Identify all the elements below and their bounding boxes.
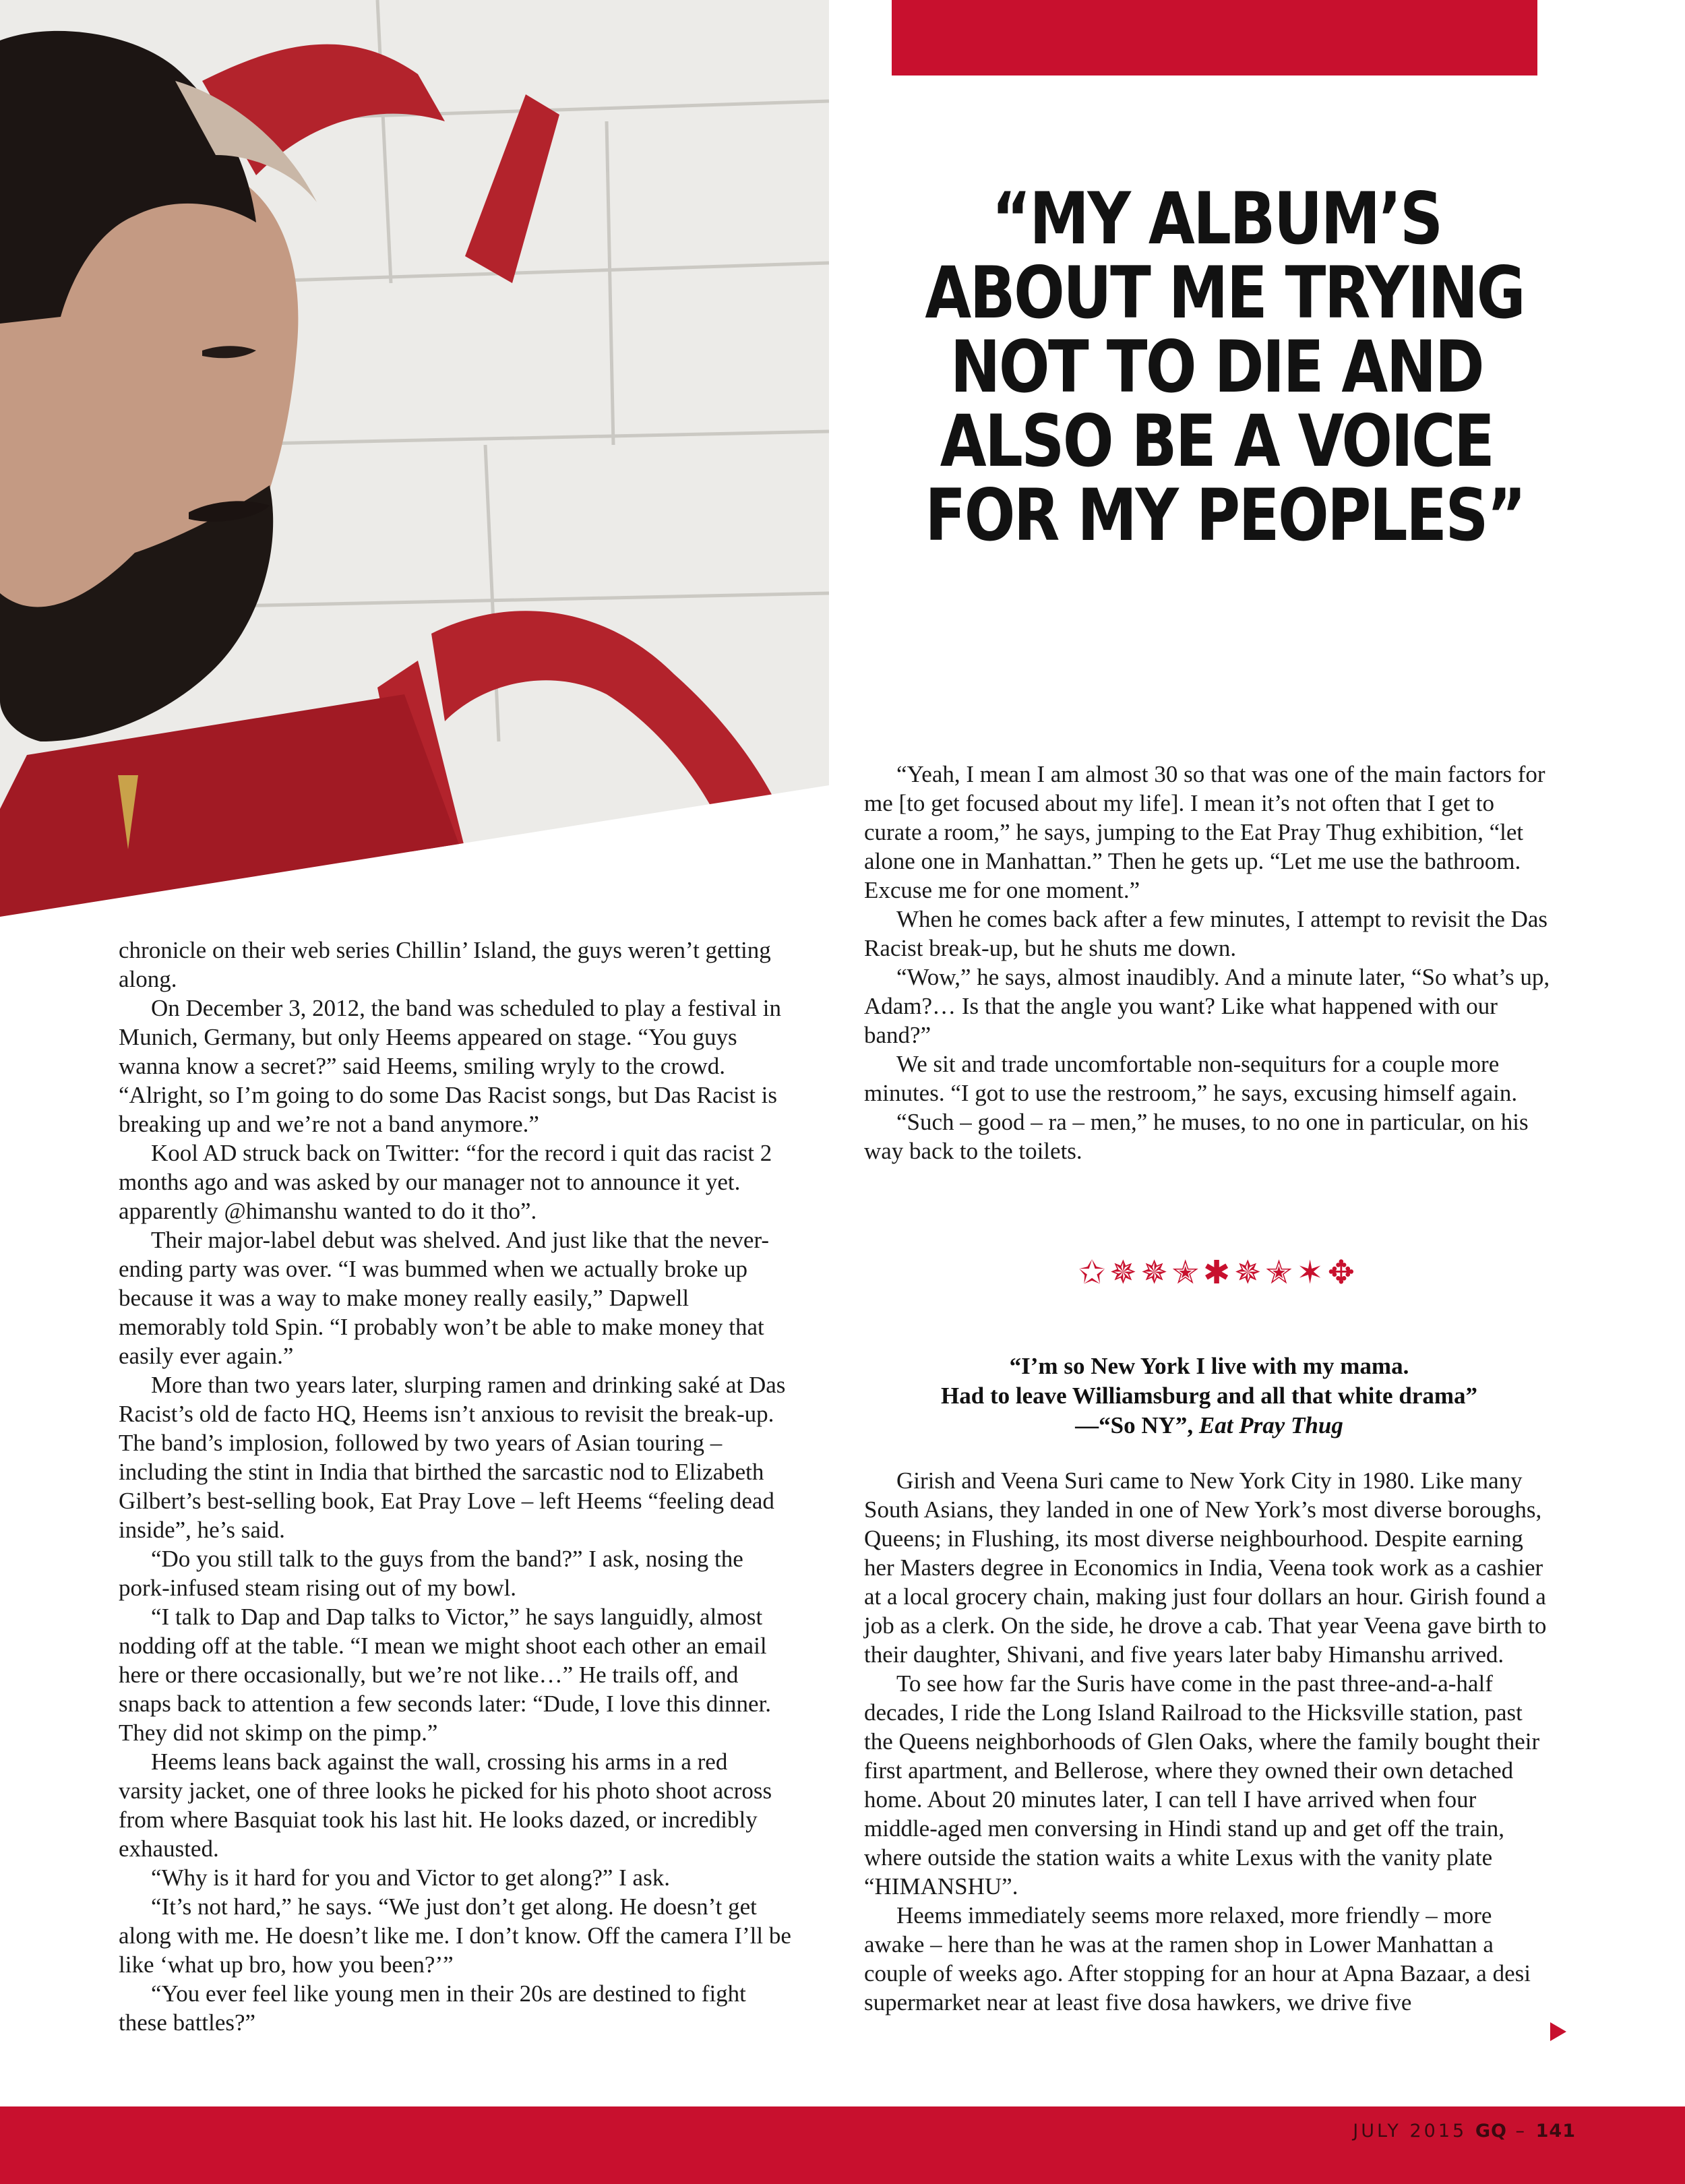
lyric-quote [864,1352,1554,1440]
pull-quote [925,177,1525,557]
article-column-left [119,936,793,2037]
top-accent-bar [892,0,1537,75]
paragraph: Girish and Veena Suri came to New York City in 1980. Like many South Asians, they landed in one of New York’s most diverse boroughs, Queens; in Flushing, its most diverse neighbourhood. Despite earning her Masters degree in Economics in India, Veena took work as a cashier at a local grocery chain, making just four dollars an hour. Girish found a job as a clerk. On the side, he drove a cab. That year Veena gave birth to their daughter, Shivani, and five years later baby Himanshu arrived. [864,1467,1547,1668]
star-icon: ✥ [1327,1254,1355,1292]
star-icon: ✩ [1078,1254,1106,1292]
paragraph: We sit and trade uncomfortable non-sequiturs for a couple more minutes. “I got to use the restroom,” he says, excusing himself again. [864,1051,1518,1106]
page-number: 141 [1535,2121,1576,2142]
star-icon: ✶ [1296,1254,1324,1292]
paragraph: “Wow,” he says, almost inaudibly. And a minute later, “So what’s up, Adam?… Is that the angle you want? Like what happened with our band?” [864,964,1550,1048]
paragraph: Heems leans back against the wall, crossing his arms in a red varsity jacket, one of three looks he picked for his photo shoot across from where Basquiat took his last hit. He looks dazed, or incredibly exhausted. [119,1749,772,1862]
paragraph: “I talk to Dap and Dap talks to Victor,” he says languidly, almost nodding off at the table. “I mean we might shoot each other an email here or there occasionally, but we’re not like…” He trails off, and snaps back to attention a few seconds later: “Dude, I love this dinner. They did not skimp on the pimp.” [119,1604,772,1746]
paragraph: “You ever feel like young men in their 20s are destined to fight these battles?” [119,1980,746,2036]
portrait-photo [0,0,829,917]
paragraph: When he comes back after a few minutes, I attempt to revisit the Das Racist break-up, but he shuts me down. [864,906,1548,961]
issue-date: JULY 2015 [1353,2121,1467,2142]
star-icon: ✵ [1140,1254,1168,1292]
paragraph: Heems immediately seems more relaxed, more friendly – more awake – here than he was at the ramen shop in Lower Manhattan a couple of weeks ago. After stopping for an hour at Apna Bazaar, a desi supermarket near at least five dosa hawkers, we drive five [864,1902,1531,2015]
star-icon: ✵ [1234,1254,1262,1292]
continue-arrow-icon [1550,2022,1566,2041]
paragraph: On December 3, 2012, the band was scheduled to play a festival in Munich, Germany, but only Heems appeared on stage. “You guys wanna know a secret?” said Heems, smiling wryly to the crowd. “Alright, so I’m going to do some Das Racist songs, but Das Racist is breaking up and we’re not a band anymore.” [119,995,782,1137]
star-icon: ✱ [1202,1254,1231,1292]
pull-quote-line: FOR MY PEOPLES” [925,474,1525,557]
paragraph: “Yeah, I mean I am almost 30 so that was one of the main factors for me [to get focused about my life]. I mean it’s not often that I get to curate a room,” he says, jumping to the Eat Pray Thug exhibition, “let alone one in Manhattan.” Then he gets up. “Let me use the bathroom. Excuse me for one moment.” [864,761,1545,903]
paragraph: “Such – good – ra – men,” he muses, to no one in particular, on his way back to the toilets. [864,1109,1529,1164]
star-icon: ✭ [1171,1254,1199,1292]
brand-logo: GQ [1475,2121,1507,2142]
paragraph: Their major-label debut was shelved. And just like that the never-ending party was over. “I was bummed when we actually broke up because it was a way to make money really easily,” Dapwell memorably told Spin. “I probably won’t be able to make money that easily ever again.” [119,1227,770,1369]
folio-separator: – [1515,2121,1528,2142]
star-icon: ✵ [1109,1254,1137,1292]
paragraph: “It’s not hard,” he says. “We just don’t get along. He doesn’t get along with me. He doesn’t like me. I don’t know. Off the camera I’ll be like ‘what up bro, how you been?’” [119,1893,791,1978]
paragraph: More than two years later, slurping ramen and drinking saké at Das Racist’s old de facto HQ, Heems isn’t anxious to revisit the break-up. The band’s implosion, followed by two years of Asian touring – including the stint in India that birthed the sarcastic nod to Elizabeth Gilbert’s best-selling book, Eat Pray Love – left Heems “feeling dead inside”, he’s said. [119,1372,786,1543]
article-column-right-bottom [864,1466,1554,2017]
lyric-credit: —“So NY”, Eat Pray Thug [1075,1412,1343,1438]
page-folio [1353,2121,1576,2142]
paragraph: To see how far the Suris have come in the past three-and-a-half decades, I ride the Long Island Railroad to the Hicksville station, past the Queens neighborhoods of Glen Oaks, where the family bought their first apartment, and Bellerose, where they owned their own detached home. About 20 minutes later, I can tell I have arrived when four middle-aged men conversing in Hindi stand up and get off the train, where outside the station waits a white Lexus with the vanity plate “HIMANSHU”. [864,1670,1540,1900]
paragraph: Kool AD struck back on Twitter: “for the record i quit das racist 2 months ago and was asked by our manager not to announce it yet. apparently @himanshu wanted to do it tho”. [119,1140,772,1224]
lyric-line: “I’m so New York I live with my mama. [1009,1353,1409,1379]
pull-quote-line: NOT TO DIE AND [950,326,1483,408]
pull-quote-line: ABOUT ME TRYING [925,251,1525,334]
bottom-accent-bar [0,2106,1685,2184]
paragraph: “Why is it hard for you and Victor to get along?” I ask. [151,1864,670,1891]
lyric-album: Eat Pray Thug [1198,1412,1343,1438]
paragraph: “Do you still talk to the guys from the band?” I ask, nosing the pork-infused steam rising out of my bowl. [119,1546,743,1601]
star-icon: ✭ [1265,1254,1293,1292]
lyric-line: Had to leave Williamsburg and all that white drama” [941,1383,1477,1409]
paragraph: chronicle on their web series Chillin’ Island, the guys weren’t getting along. [119,937,771,992]
article-column-right-top [864,760,1554,1165]
pull-quote-line: ALSO BE A VOICE [940,400,1494,483]
section-divider [1024,1254,1409,1292]
pull-quote-line: “MY ALBUM’S [991,177,1442,260]
